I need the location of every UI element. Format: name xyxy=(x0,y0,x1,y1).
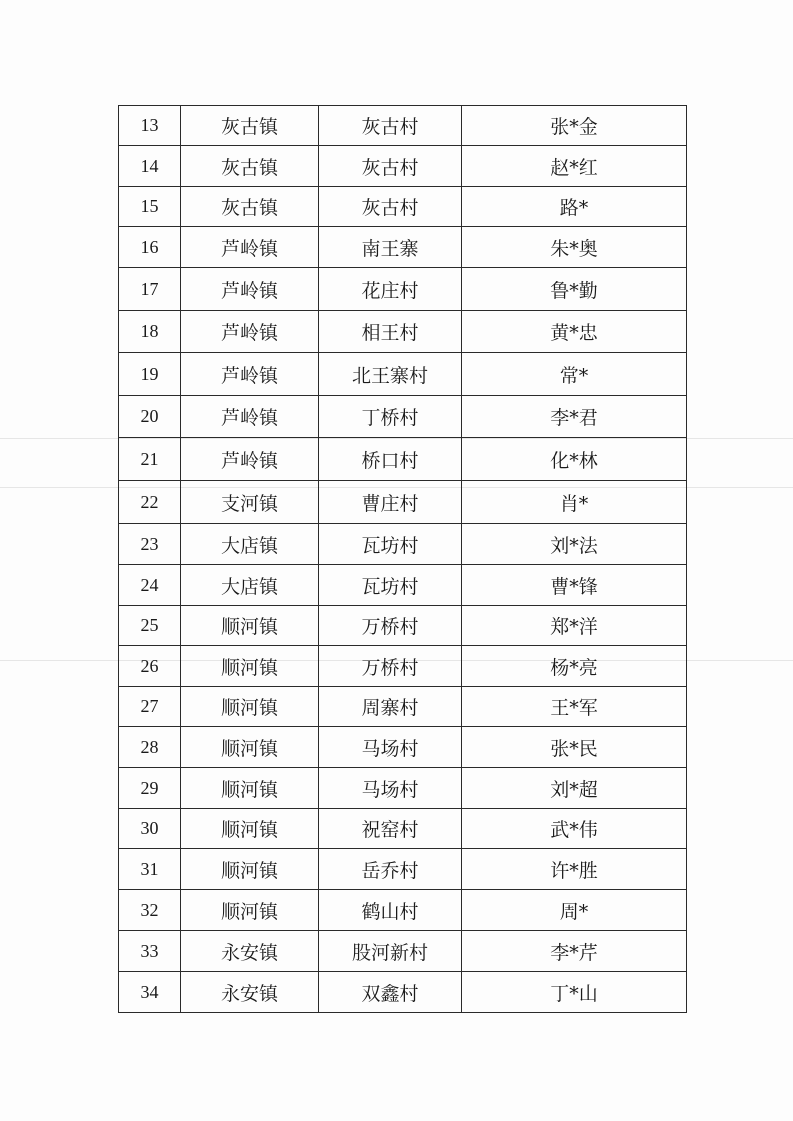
table-row xyxy=(119,481,687,524)
town-cell: 芦岭镇 xyxy=(181,268,319,311)
name-cell: 李*芹 xyxy=(462,931,687,972)
name-cell: 赵*红 xyxy=(462,146,687,187)
name-cell: 曹*锋 xyxy=(462,565,687,606)
table-row xyxy=(119,268,687,311)
village-cell: 灰古村 xyxy=(319,146,462,187)
village-cell: 北王寨村 xyxy=(319,353,462,396)
row-number: 18 xyxy=(119,311,181,353)
row-number: 23 xyxy=(119,524,181,565)
name-cell: 黄*忠 xyxy=(462,311,687,353)
village-cell: 相王村 xyxy=(319,311,462,353)
table-row xyxy=(119,227,687,268)
town-cell: 灰古镇 xyxy=(181,106,319,146)
row-number: 28 xyxy=(119,727,181,768)
table-row xyxy=(119,646,687,687)
table-row xyxy=(119,106,687,146)
town-cell: 支河镇 xyxy=(181,481,319,524)
row-number: 22 xyxy=(119,481,181,524)
row-number: 32 xyxy=(119,890,181,931)
table-row xyxy=(119,524,687,565)
town-cell: 灰古镇 xyxy=(181,146,319,187)
row-number: 14 xyxy=(119,146,181,187)
name-cell: 肖* xyxy=(462,481,687,524)
village-cell: 南王寨 xyxy=(319,227,462,268)
name-cell: 鲁*勤 xyxy=(462,268,687,311)
village-cell: 丁桥村 xyxy=(319,396,462,438)
village-cell: 瓦坊村 xyxy=(319,565,462,606)
name-cell: 刘*超 xyxy=(462,768,687,809)
village-cell: 股河新村 xyxy=(319,931,462,972)
table-row xyxy=(119,849,687,890)
table-row xyxy=(119,768,687,809)
name-cell: 许*胜 xyxy=(462,849,687,890)
town-cell: 芦岭镇 xyxy=(181,353,319,396)
village-cell: 灰古村 xyxy=(319,187,462,227)
name-cell: 张*金 xyxy=(462,106,687,146)
table-row xyxy=(119,972,687,1013)
town-cell: 顺河镇 xyxy=(181,768,319,809)
row-number: 29 xyxy=(119,768,181,809)
village-cell: 桥口村 xyxy=(319,438,462,481)
village-cell: 马场村 xyxy=(319,727,462,768)
name-cell: 朱*奥 xyxy=(462,227,687,268)
village-cell: 祝窑村 xyxy=(319,809,462,849)
name-cell: 化*林 xyxy=(462,438,687,481)
name-cell: 李*君 xyxy=(462,396,687,438)
table-row xyxy=(119,890,687,931)
row-number: 20 xyxy=(119,396,181,438)
table-row xyxy=(119,727,687,768)
row-number: 30 xyxy=(119,809,181,849)
table-row xyxy=(119,565,687,606)
name-cell: 武*伟 xyxy=(462,809,687,849)
village-cell: 万桥村 xyxy=(319,606,462,646)
name-cell: 路* xyxy=(462,187,687,227)
town-cell: 大店镇 xyxy=(181,524,319,565)
town-cell: 顺河镇 xyxy=(181,687,319,727)
row-number: 19 xyxy=(119,353,181,396)
row-number: 13 xyxy=(119,106,181,146)
village-cell: 瓦坊村 xyxy=(319,524,462,565)
table-row xyxy=(119,931,687,972)
village-cell: 周寨村 xyxy=(319,687,462,727)
town-cell: 芦岭镇 xyxy=(181,311,319,353)
village-cell: 花庄村 xyxy=(319,268,462,311)
row-number: 31 xyxy=(119,849,181,890)
village-cell: 马场村 xyxy=(319,768,462,809)
table-row xyxy=(119,146,687,187)
roster-table xyxy=(118,105,687,1013)
name-cell: 王*军 xyxy=(462,687,687,727)
town-cell: 顺河镇 xyxy=(181,606,319,646)
village-cell: 双鑫村 xyxy=(319,972,462,1013)
name-cell: 丁*山 xyxy=(462,972,687,1013)
village-cell: 岳乔村 xyxy=(319,849,462,890)
table-row xyxy=(119,187,687,227)
town-cell: 顺河镇 xyxy=(181,646,319,687)
table-row xyxy=(119,353,687,396)
table-row xyxy=(119,809,687,849)
row-number: 15 xyxy=(119,187,181,227)
town-cell: 顺河镇 xyxy=(181,849,319,890)
town-cell: 永安镇 xyxy=(181,972,319,1013)
name-cell: 张*民 xyxy=(462,727,687,768)
village-cell: 鹤山村 xyxy=(319,890,462,931)
row-number: 21 xyxy=(119,438,181,481)
row-number: 24 xyxy=(119,565,181,606)
town-cell: 芦岭镇 xyxy=(181,438,319,481)
name-cell: 杨*亮 xyxy=(462,646,687,687)
town-cell: 顺河镇 xyxy=(181,890,319,931)
town-cell: 顺河镇 xyxy=(181,809,319,849)
row-number: 16 xyxy=(119,227,181,268)
row-number: 33 xyxy=(119,931,181,972)
table-row xyxy=(119,606,687,646)
town-cell: 永安镇 xyxy=(181,931,319,972)
town-cell: 芦岭镇 xyxy=(181,396,319,438)
name-cell: 常* xyxy=(462,353,687,396)
table-row xyxy=(119,438,687,481)
name-cell: 周* xyxy=(462,890,687,931)
village-cell: 曹庄村 xyxy=(319,481,462,524)
row-number: 27 xyxy=(119,687,181,727)
row-number: 17 xyxy=(119,268,181,311)
village-cell: 灰古村 xyxy=(319,106,462,146)
row-number: 26 xyxy=(119,646,181,687)
table-row xyxy=(119,687,687,727)
row-number: 25 xyxy=(119,606,181,646)
town-cell: 大店镇 xyxy=(181,565,319,606)
table-row xyxy=(119,396,687,438)
town-cell: 灰古镇 xyxy=(181,187,319,227)
table-row xyxy=(119,311,687,353)
village-cell: 万桥村 xyxy=(319,646,462,687)
row-number: 34 xyxy=(119,972,181,1013)
town-cell: 顺河镇 xyxy=(181,727,319,768)
town-cell: 芦岭镇 xyxy=(181,227,319,268)
name-cell: 刘*法 xyxy=(462,524,687,565)
name-cell: 郑*洋 xyxy=(462,606,687,646)
